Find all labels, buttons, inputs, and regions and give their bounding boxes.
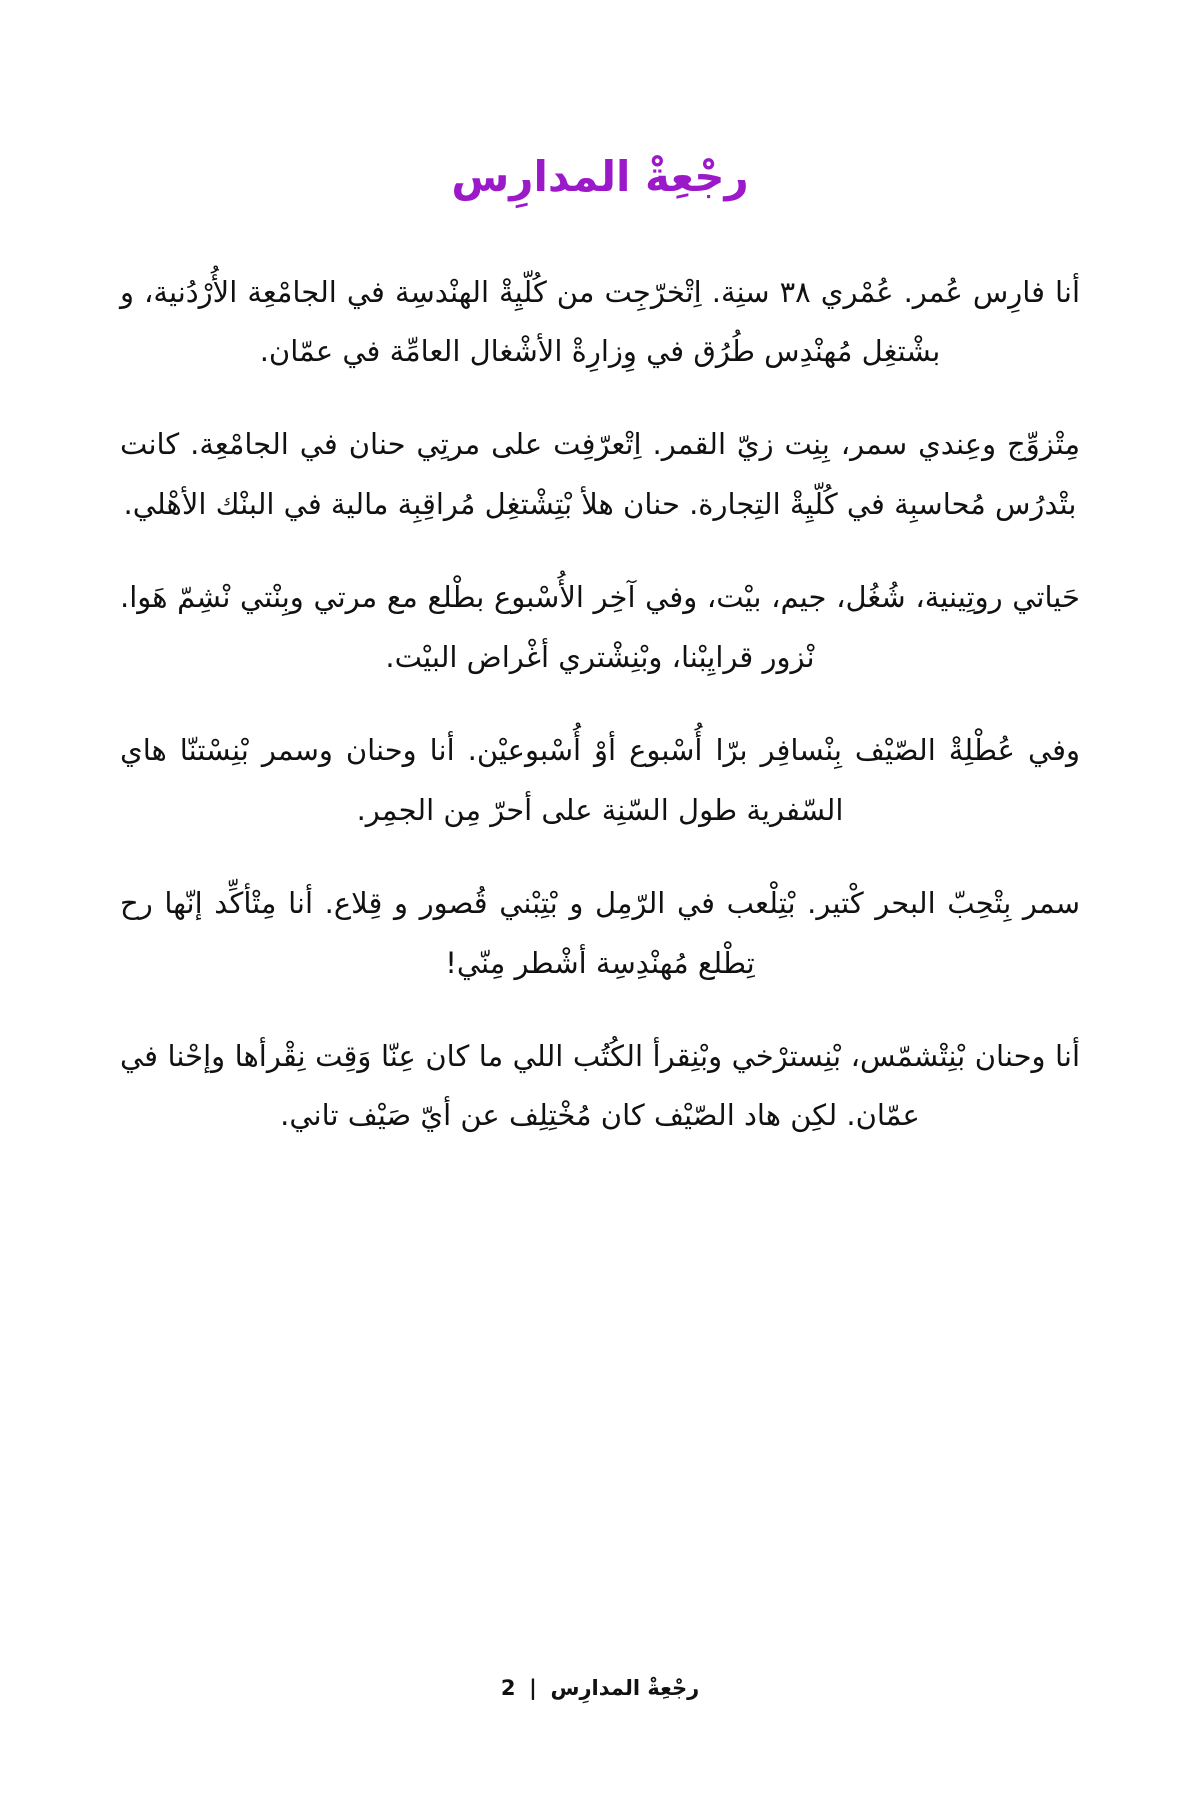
footer-title: رجْعِةْ المدارِس <box>550 1676 700 1700</box>
paragraph-3: حَياتي روتِينية، شُغُل، جيم، بيْت، وفي آخِر الأُسْبوع بطْلع مع مرتي وبِنْتي نْشِمّ هَوا. نْزور قرايِبْنا، وبْنِشْتري أغْراض البيْت. <box>120 580 1080 674</box>
paragraph-5: سمر بِتْحِبّ البحر كْتير. بْتِلْعب في الرّمِل و بْتِبْني قُصور و قِلاع. أنا مِتْأكِّد إنّها رح تِطْلع مُهنْدِسِة أشْطر مِنّي! <box>120 886 1080 980</box>
paragraph-6: أنا وحنان بْنِتْشمّس، بْنِسترْخي وبْنِقرأ الكُتُب اللي ما كان عِنّا وَقِت نِقْرأها وإحْنا في عمّان. لكِن هاد الصّيْف كان مُخْتِلِف عن أيّ صَيْف تاني. <box>120 1038 1080 1133</box>
footer-separator: | <box>529 1676 537 1700</box>
paragraph-4: وفي عُطْلِةْ الصّيْف بِنْسافِر برّا أُسْبوع أوْ أُسْبوعيْن. أنا وحنان وسمر بْنِسْتنّا هاي السّفرية طول السّنِة على أحرّ مِن الجمِر. <box>120 733 1080 827</box>
paragraph-2: مِتْزوِّج وعِندي سمر، بِنِت زيّ القمر. اِتْعرّفِت على مرتِي حنان في الجامْعِة. كانت بتْدرُس مُحاسبِة في كُلّيِةْ التِجارة. حنان هلأ بْتِشْتغِل مُراقِبِة مالية في البنْك الأهْلي. <box>120 427 1080 521</box>
footer-page-number: 2 <box>500 1676 516 1700</box>
page-title: رجْعِةْ المدارِس <box>451 152 749 201</box>
document-body <box>120 263 1080 1146</box>
paragraph-1: أنا فارِس عُمر. عُمْري ٣٨ سنِة. اِتْخرّجِت من كُلّيِةْ الهنْدسِة في الجامْعِة الأُرْدُنية، و بشْتغِل مُهنْدِس طُرُق في وِزارِةْ الأشْغال العامِّة في عمّان. <box>120 274 1080 369</box>
page-footer <box>0 1676 1200 1700</box>
